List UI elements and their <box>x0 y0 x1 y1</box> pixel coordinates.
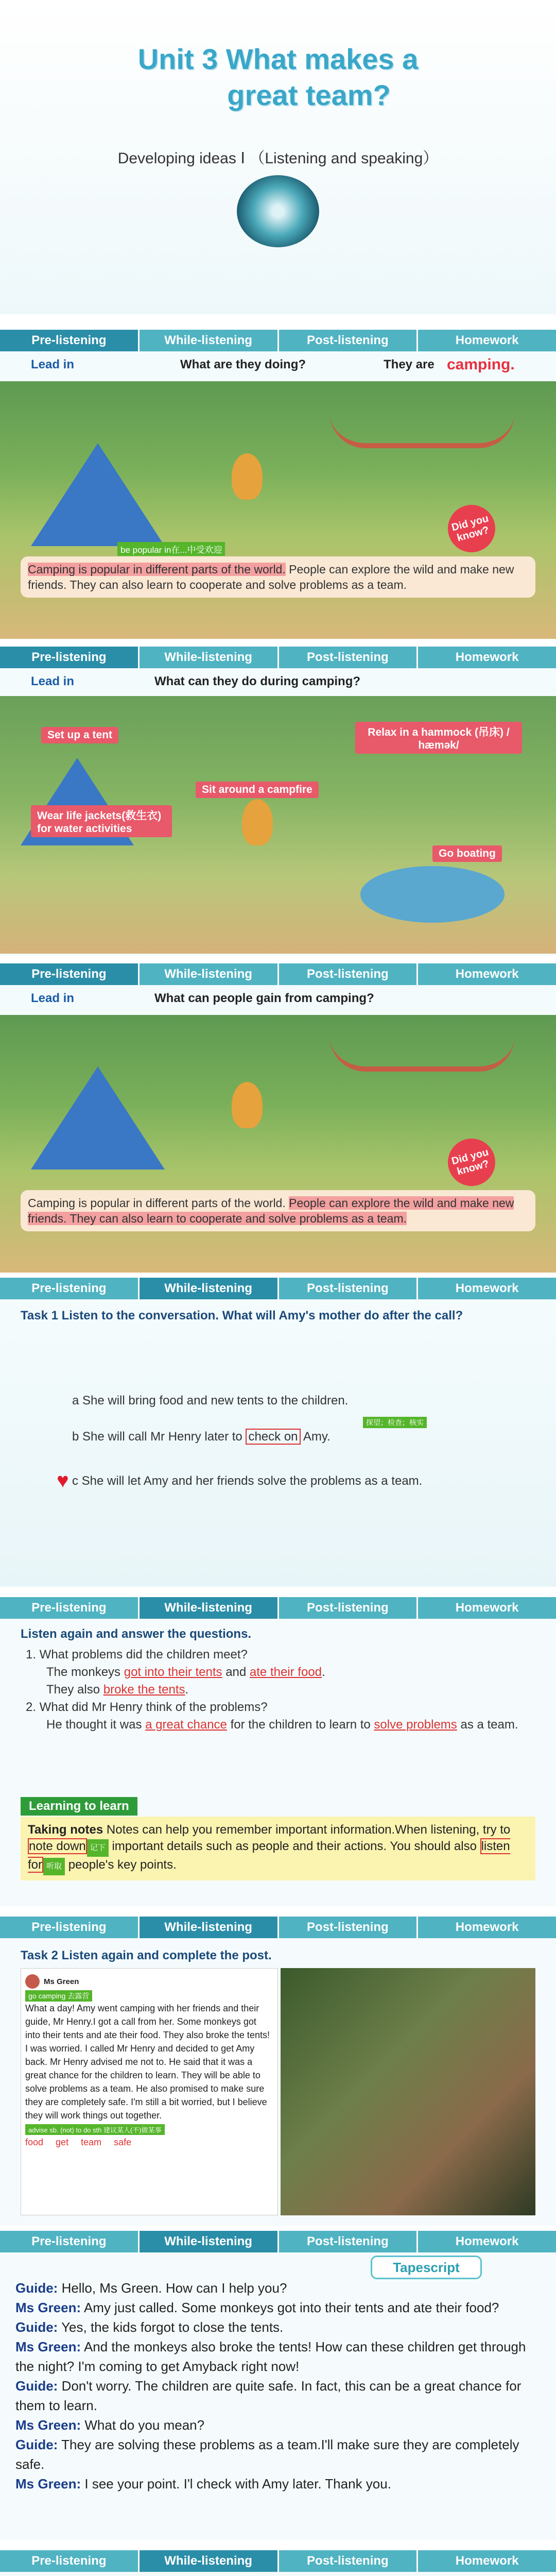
tag-life-jackets: Wear life jackets(救生衣) for water activities <box>31 805 172 837</box>
hammock-illustration <box>329 1036 515 1072</box>
dialog-line <box>15 2474 535 2494</box>
title-line-2: great team? <box>227 79 391 111</box>
camping-info-box <box>21 1190 535 1231</box>
tab-homework[interactable]: Homework <box>455 1920 519 1934</box>
slide-listen-again-answer <box>0 1597 556 1906</box>
tab-pre-listening[interactable]: Pre-listening <box>0 2231 140 2252</box>
nav-bar <box>0 1597 556 1619</box>
camping-scene-image <box>0 381 556 639</box>
note-advise: advise sb. (not) to do sth 建议某人(不)做某事 <box>25 2124 165 2135</box>
tab-pre-listening[interactable]: Pre-listening <box>0 963 140 985</box>
question-2: 2. What did Mr Henry think of the problems? <box>26 1700 268 1714</box>
post-body: What a day! Amy went camping with her friends and their guide, Mr Henry.I got a call from her. Some monkeys got into their tents and ate their food. They also broke the tents! I was worried. I called Mr Henry and decided to get Amy back. Mr Henry advised me not to. He said that it was a great chance for the children to learn. They will be able to solve problems as a team. He also promised to make sure they are completely safe. I'm still a bit worried, but I believe they will work things out together. <box>25 2003 270 2121</box>
tab-while-listening[interactable]: While-listening <box>140 1278 279 1299</box>
note-listen-for: 听取 <box>43 1858 65 1875</box>
question-bar <box>0 351 556 378</box>
option-c: c She will let Amy and her friends solve the problems as a team. <box>72 1474 423 1488</box>
slide-task1 <box>0 1278 556 1587</box>
info-camping-word: Camping <box>28 563 76 576</box>
slide-task3 <box>0 2550 556 2576</box>
answer-1-and: and <box>225 1665 247 1679</box>
question-bar <box>0 985 556 1012</box>
note-go-camping: go camping 去露营 <box>25 1990 92 2002</box>
lake-illustration <box>360 866 505 923</box>
nav-bar <box>0 2231 556 2252</box>
speaker: Guide: <box>15 2280 58 2296</box>
tab-pre-listening[interactable]: Pre-listening <box>0 647 140 668</box>
question-text: What are they doing? <box>180 358 306 371</box>
task2-heading: Task 2 Listen again and complete the post. <box>21 1948 272 1962</box>
tab-post-listening[interactable]: Post-listening <box>279 963 419 985</box>
post-card <box>21 1968 278 2215</box>
tab-post-listening[interactable]: Post-listening <box>279 2231 419 2252</box>
note-note-down: 记下 <box>87 1839 109 1857</box>
option-b-check-on: check on <box>246 1429 300 1445</box>
option-a: a She will bring food and new tents to the children. <box>72 1394 349 1408</box>
option-b-post: Amy. <box>300 1430 331 1444</box>
tab-while-listening[interactable]: While-listening <box>140 963 279 985</box>
questions-block <box>26 1646 541 1734</box>
line-text: Hello, Ms Green. How can I help you? <box>58 2280 287 2296</box>
info-first-sentence: Camping is popular in different parts of the world. <box>28 1196 289 1210</box>
tab-post-listening[interactable]: Post-listening <box>279 1597 419 1619</box>
nav-bar <box>0 963 556 985</box>
speaker: Guide: <box>15 2437 58 2452</box>
tab-while-listening[interactable]: While-listening <box>140 1917 279 1938</box>
post-fill-answers <box>25 2137 273 2148</box>
line-text: And the monkeys also broke the tents! How can these children get through the night? I'm coming to get Amyback right now! <box>15 2339 526 2374</box>
tab-pre-listening[interactable]: Pre-listening <box>0 1278 140 1299</box>
learning-text-2: important details such as people and their actions. You should also <box>108 1839 480 1853</box>
camping-scene-image <box>0 1015 556 1273</box>
tab-homework[interactable]: Homework <box>455 1601 519 1615</box>
tent-illustration <box>31 1066 165 1170</box>
tab-post-listening[interactable]: Post-listening <box>279 647 419 668</box>
nav-bar <box>0 330 556 351</box>
tab-while-listening[interactable]: While-listening <box>140 647 279 668</box>
question-1: 1. What problems did the children meet? <box>26 1648 248 1662</box>
dialog-line <box>15 2298 535 2317</box>
camping-photo <box>281 1968 535 2215</box>
info-rest: People can explore the wild and make new friends. They can also learn to cooperate and solve problems as a team. <box>28 563 514 591</box>
learning-box <box>21 1817 535 1880</box>
tab-pre-listening[interactable]: Pre-listening <box>0 2550 140 2572</box>
did-you-know-badge: Did you know? <box>443 500 501 558</box>
heart-icon: ♥ <box>57 1469 69 1492</box>
listen-for-highlight: listen for <box>28 1839 510 1872</box>
answer-2-blank-1: a great chance <box>145 1718 227 1732</box>
slide-tapescript-1 <box>0 2231 556 2540</box>
tab-pre-listening[interactable]: Pre-listening <box>0 1597 140 1619</box>
option-b <box>72 1428 331 1446</box>
title-flower-image <box>237 175 319 247</box>
answer-1-blank-1: got into their tents <box>124 1665 222 1679</box>
tab-while-listening[interactable]: While-listening <box>140 2550 279 2572</box>
option-b-pre: b She will call Mr Henry later to <box>72 1430 246 1444</box>
nav-bar <box>0 1278 556 1299</box>
answer-2-post: as a team. <box>460 1718 518 1732</box>
did-you-know-badge: Did you know? <box>443 1133 501 1192</box>
tab-homework[interactable]: Homework <box>455 967 519 981</box>
dialog-line <box>15 2337 535 2376</box>
tab-while-listening[interactable]: While-listening <box>140 2231 279 2252</box>
page-title <box>0 41 556 113</box>
post-user-name: Ms Green <box>44 1977 79 1986</box>
speaker: Ms Green: <box>15 2339 81 2354</box>
tapescript-label: Tapescript <box>371 2256 482 2279</box>
question-text: What can people gain from camping? <box>154 991 374 1005</box>
campfire-illustration <box>242 799 273 845</box>
answer-2-pre: He thought it was <box>46 1718 142 1732</box>
note-down-highlight: note down <box>29 1839 86 1853</box>
tab-post-listening[interactable]: Post-listening <box>279 1917 419 1938</box>
info-highlight: is popular in different parts of the world. <box>75 563 286 576</box>
speaker: Ms Green: <box>15 2417 81 2433</box>
dialog-block <box>15 2278 535 2494</box>
dialog-line <box>15 2317 535 2337</box>
line-text: Amy just called. Some monkeys got into their tents and ate their food? <box>81 2300 499 2315</box>
tab-pre-listening[interactable]: Pre-listening <box>0 330 140 351</box>
listen-again-heading: Listen again and answer the questions. <box>21 1627 252 1641</box>
lead-in-label: Lead in <box>31 674 75 688</box>
tag-go-boating: Go boating <box>432 845 502 862</box>
answer-1b-blank: broke the tents <box>103 1683 185 1697</box>
learning-text-3: people's key points. <box>65 1858 177 1872</box>
tab-post-listening[interactable]: Post-listening <box>279 330 419 351</box>
tag-set-up-tent: Set up a tent <box>41 727 118 743</box>
tab-homework[interactable]: Homework <box>455 650 519 664</box>
slide-lead-in-camping <box>0 330 556 639</box>
note-check-on: 探望；检查；核实 <box>363 1417 427 1428</box>
question-text: What can they do during camping? <box>154 674 361 688</box>
answer-1-line: The monkeys got into their tents and ate their food. <box>46 1665 325 1679</box>
slide-what-gain <box>0 963 556 1273</box>
answer-camping: camping. <box>447 356 515 373</box>
lead-in-label: Lead in <box>31 358 75 371</box>
tab-post-listening[interactable]: Post-listening <box>279 2550 419 2572</box>
line-text: I see your point. I'l check with Amy later. Thank you. <box>81 2476 391 2492</box>
answer-1b-pre: They also <box>46 1683 100 1697</box>
fill-team: team <box>81 2137 102 2147</box>
camping-activities-image <box>0 696 556 954</box>
note-be-popular: be popular in在...中受欢迎 <box>117 542 225 556</box>
title-line-1: Unit 3 What makes a <box>137 43 419 75</box>
tab-while-listening[interactable]: While-listening <box>140 1597 279 1619</box>
answer-1b-line: They also broke the tents. <box>46 1683 189 1697</box>
answer-2-blank-2: solve problems <box>374 1718 457 1732</box>
slide-what-can-they-do <box>0 647 556 956</box>
nav-bar <box>0 647 556 668</box>
title-slide <box>0 0 556 314</box>
task1-heading: Task 1 Listen to the conversation. What will Amy's mother do after the call? <box>21 1309 463 1323</box>
line-text: What do you mean? <box>81 2417 205 2433</box>
tent-illustration <box>31 443 165 546</box>
line-text: Yes, the kids forgot to close the tents. <box>58 2319 284 2335</box>
nav-bar <box>0 2550 556 2572</box>
post-header <box>25 1973 273 1990</box>
dialog-line <box>15 2278 535 2298</box>
slide-task2 <box>0 1917 556 2226</box>
campfire-illustration <box>232 1082 263 1128</box>
tag-campfire: Sit around a campfire <box>196 782 319 798</box>
campfire-illustration <box>232 453 263 500</box>
dialog-line <box>15 2376 535 2415</box>
fill-get: get <box>56 2137 69 2147</box>
tab-homework[interactable]: Homework <box>455 1281 519 1295</box>
subtitle: Developing ideas Ⅰ （Listening and speaking） <box>117 150 439 167</box>
hammock-illustration <box>329 412 515 448</box>
answer-1-pre: The monkeys <box>46 1665 121 1679</box>
answer-2-line <box>26 1716 541 1734</box>
fill-food: food <box>25 2137 44 2147</box>
line-text: Don't worry. The children are quite safe. In fact, this can be a great chance for them to learn. <box>15 2378 522 2413</box>
dialog-line <box>15 2435 535 2474</box>
camping-info-box <box>21 556 535 598</box>
speaker: Guide: <box>15 2319 58 2335</box>
nav-bar <box>0 1917 556 1938</box>
speaker: Ms Green: <box>15 2476 81 2492</box>
tab-pre-listening[interactable]: Pre-listening <box>0 1917 140 1938</box>
dialog-line <box>15 2415 535 2435</box>
learning-to-learn-label: Learning to learn <box>21 1797 137 1816</box>
tab-homework[interactable]: Homework <box>455 333 519 347</box>
tag-relax-hammock: Relax in a hammock (吊床) / hæmək/ <box>355 722 522 754</box>
tab-post-listening[interactable]: Post-listening <box>279 1278 419 1299</box>
fill-safe: safe <box>114 2137 132 2147</box>
tab-homework[interactable]: Homework <box>455 2234 519 2248</box>
tab-while-listening[interactable]: While-listening <box>140 330 279 351</box>
answer-2-mid: for the children to learn to <box>230 1718 371 1732</box>
speaker: Ms Green: <box>15 2300 81 2315</box>
answer-prefix: They are <box>384 358 435 371</box>
lead-in-label: Lead in <box>31 991 75 1005</box>
taking-notes-label: Taking notes <box>28 1823 103 1837</box>
line-text: They are solving these problems as a team.I'll make sure they are completely safe. <box>15 2437 519 2472</box>
question-bar <box>0 668 556 695</box>
answer-1-blank-2: ate their food <box>249 1665 322 1679</box>
tab-homework[interactable]: Homework <box>455 2554 519 2568</box>
learning-text-1: Notes can help you remember important information.When listening, try to <box>103 1823 511 1837</box>
info-highlight: People can explore the wild and make new friends. They can also learn to cooperate and solve problems as a team. <box>28 1196 514 1225</box>
avatar <box>25 1974 40 1989</box>
speaker: Guide: <box>15 2378 58 2394</box>
